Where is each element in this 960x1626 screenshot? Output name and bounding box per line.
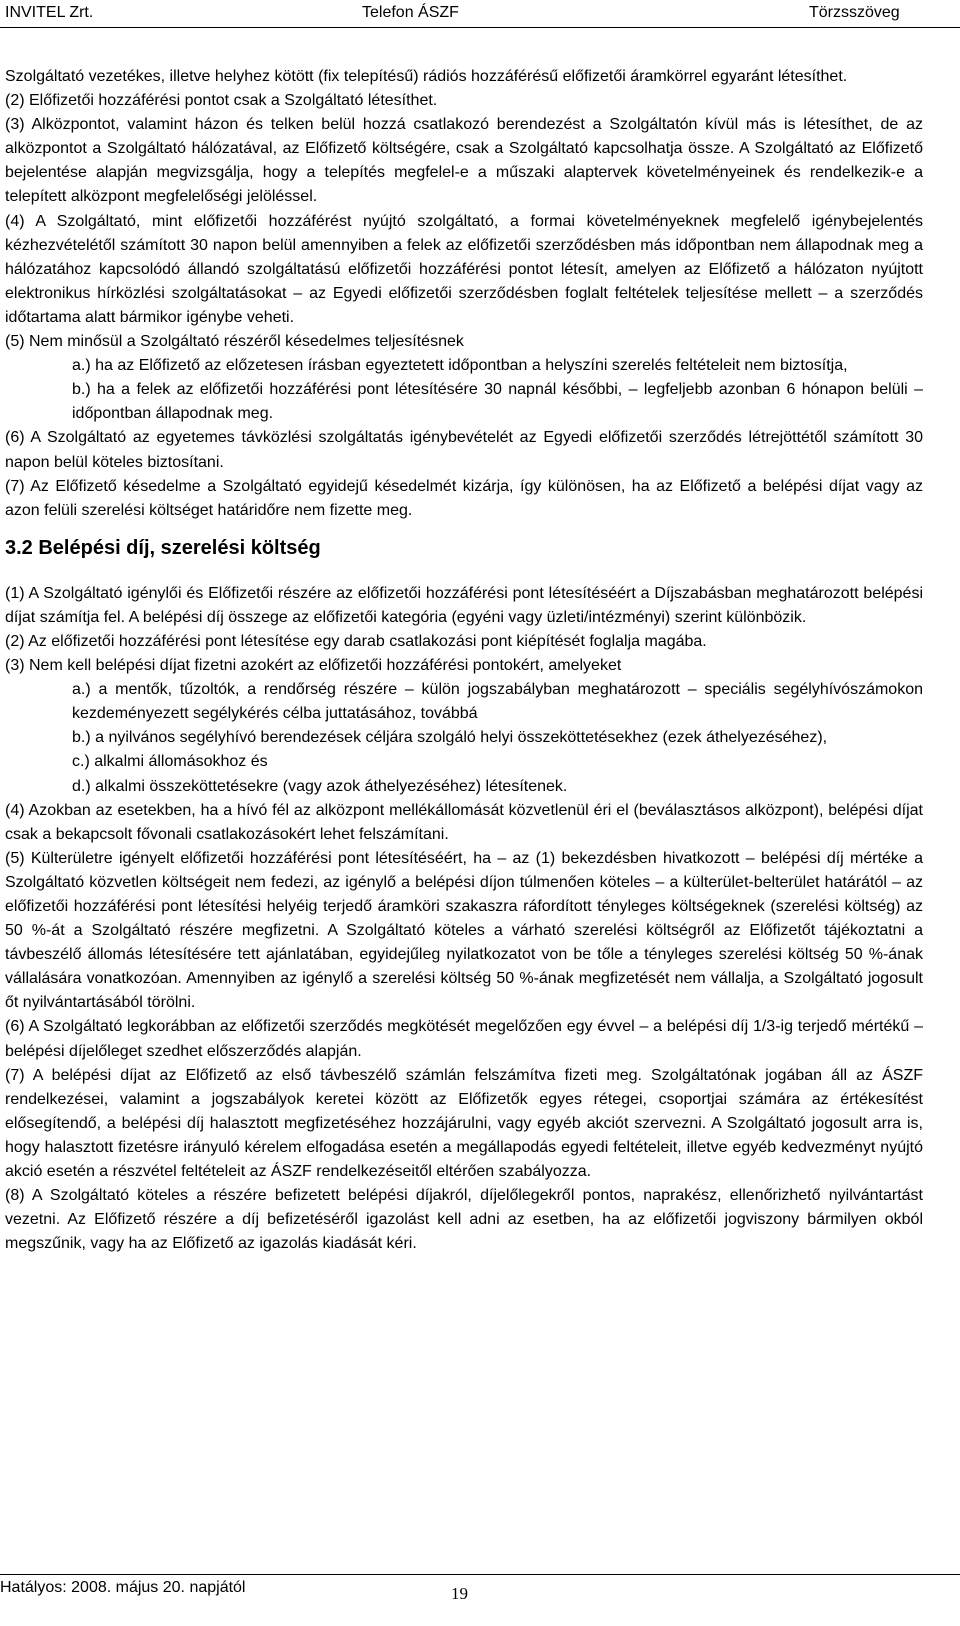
paragraph: (2) Előfizetői hozzáférési pontot csak a Szolgáltató létesíthet. (5, 92, 438, 110)
list-item: b.) ha a felek az előfizetői hozzáférési pont létesítésére 30 napnál későbbi, – legfeljebb azonban 6 hónapon belüli – időpontban állapodnak meg. (72, 381, 923, 423)
paragraph: (4) A Szolgáltató, mint előfizetői hozzáférést nyújtó szolgáltató, a formai követelményeknek megfelelő igénybejelentés kézhezvételétől számított 30 napon belül amennyiben a felek az előfizetői szerződésben más időpontban nem állapodnak meg a hálózatához kapcsolódó állandó szolgáltatású előfizetői hozzáférési pontot létesít, amelyen az Előfizető a hálózaton nyújtott elektronikus hírközlési szolgáltatásokat – az Egyedi előfizetői szerződésben foglalt feltételek teljesítése mellett – a szerződés időtartama alatt bármikor igénybe veheti. (5, 212, 923, 326)
header-part: Törzsszöveg (809, 4, 900, 21)
paragraph: Szolgáltató vezetékes, illetve helyhez kötött (fix telepítésű) rádiós hozzáférésű előfizetői áramkörrel egyaránt létesíthet. (5, 68, 848, 85)
paragraph: (8) A Szolgáltató köteles a részére befizetett belépési díjakról, díjelőlegekről pontos, naprakész, ellenőrizhető nyilvántartást vezetni. Az Előfizető részére a díj befizetéséről igazolást kell adni az esetben, ha az előfizetői jogviszony bármilyen okból megszűnik, vagy ha az Előfizető az igazolás kiadását kéri. (5, 1187, 923, 1253)
page-number: 19 (451, 1584, 468, 1603)
document-body (5, 65, 923, 1256)
footer-effective-date: Hatályos: 2008. május 20. napjától (0, 1579, 246, 1596)
paragraph: (2) Az előfizetői hozzáférési pont létesítése egy darab csatlakozási pont kiépítését foglalja magába. (5, 632, 707, 650)
list-item: d.) alkalmi összeköttetésekre (vagy azok áthelyezéséhez) létesítenek. (72, 777, 568, 795)
paragraph: (7) Az Előfizető késedelme a Szolgáltató egyidejű késedelmét kizárja, így különösen, ha az Előfizető a belépési díjat vagy az azon felüli szerelési költséget határidőre nem fizette meg. (5, 477, 923, 519)
paragraph: (4) Azokban az esetekben, ha a hívó fél az alközpont mellékállomását közvetlenül éri el (beválasztásos alközpont), belépési díjat csak a bekapcsolt fővonali csatlakozásokért lehet felszámítani. (5, 801, 923, 843)
header-rule (0, 27, 960, 28)
paragraph: (7) A belépési díjat az Előfizető az első távbeszélő számlán felszámítva fizeti meg. Szolgáltatónak jogában áll az ÁSZF rendelkezései, valamint a jogszabályok keretei között az Előfizetők egyes rétegei, csoportjai számára az értékesítést elősegítendő, a belépési díj halasztott megfizetéséhez hozzájárulni, vagy egyéb akciót szervezni. A Szolgáltató jogosult arra is, hogy halasztott fizetésre irányuló kérelem elfogadása esetén a megállapodás egyedi feltételeit, illetve egyéb kedvezményt nyújtó akció esetén a részvétel feltételeit az ÁSZF rendelkezéseitől eltérően szabályozza. (5, 1066, 923, 1181)
paragraph: (6) A Szolgáltató legkorábban az előfizetői szerződés megkötését megelőzően egy évvel – a belépési díj 1/3-ig terjedő mértékű – belépési díjelőleget szedhet előszerződés alapján. (5, 1018, 923, 1060)
paragraph: (5) Nem minősül a Szolgáltató részéről késedelmes teljesítésnek (5, 333, 464, 351)
list-item: a.) a mentők, tűzoltók, a rendőrség részére – külön jogszabályban meghatározott – speciális segélyhívószámokon kezdeményezett segélykérés célba juttatásához, továbbá (72, 681, 923, 723)
paragraph: (3) Alközpontot, valamint házon és telken belül hozzá csatlakozó berendezést a Szolgáltatón kívül más is létesíthet, de az alközpontot a Szolgáltató hálózatával, az Előfizető költségére, csak a Szolgáltató kapcsolhatja össze. A Szolgáltató az Előfizető bejelentése alapján megvizsgálja, hogy a telepítés megfelel-e a műszaki alaptervek követelményeinek és rendelkezik-e a telepített alközpont megfelelőségi jelöléssel. (5, 116, 923, 206)
list-item: c.) alkalmi állomásokhoz és (72, 753, 268, 771)
paragraph: (6) A Szolgáltató az egyetemes távközlési szolgáltatás igénybevételét az Egyedi előfizetői szerződés létrejöttétől számított 30 napon belül köteles biztosítani. (5, 429, 923, 471)
header-service: Telefon ÁSZF (362, 4, 459, 21)
list-item: b.) a nyilvános segélyhívó berendezések céljára szolgáló helyi összeköttetésekhez (ezek áthelyezéséhez), (72, 729, 828, 747)
paragraph: (1) A Szolgáltató igénylői és Előfizetői részére az előfizetői hozzáférési pont létesítéséért a Díjszabásban meghatározott belépési díjat számítja fel. A belépési díj összege az előfizetői kategória (egyéni vagy üzleti/intézményi) szerint különbözik. (5, 584, 923, 626)
paragraph: (3) Nem kell belépési díjat fizetni azokért az előfizetői hozzáférési pontokért, amelyeket (5, 657, 622, 675)
paragraph: (5) Külterületre igényelt előfizetői hozzáférési pont létesítéséért, ha – az (1) bekezdésben hivatkozott – belépési díj mértéke a Szolgáltató közvetlen költségeit nem fedezi, az igénylő a belépési díjon túlmenően köteles – a külterület-belterület határától – az előfizetői hozzáférési pont létesítési helyéig terjedő áramköri szakaszra ráfordított tényleges költségeknek (szerelési költség) az 50 %-át a Szolgáltató részére megfizetni. A Szolgáltató köteles a várható szerelési költségről az Előfizetőt tájékoztatni a távbeszélő állomás létesítésére tett ajánlatában, egyidejűleg nyilatkozatot von be tőle a tényleges szerelési költség 50 %-ának vállalására vonatkozóan. Amennyiben az igénylő a szerelési költség 50 %-ának megfizetését nem vállalja, a Szolgáltató jogosult őt nyilvántartásából törölni. (5, 849, 923, 1012)
list-item: a.) ha az Előfizető az előzetesen írásban egyeztetett időpontban a helyszíni szerelés feltételeit nem biztosítja, (72, 357, 848, 375)
page-footer (0, 1577, 960, 1617)
page-header (0, 0, 960, 28)
footer-rule (0, 1574, 960, 1575)
header-company: INVITEL Zrt. (5, 4, 94, 21)
section-heading: 3.2 Belépési díj, szerelési költség (5, 536, 321, 559)
